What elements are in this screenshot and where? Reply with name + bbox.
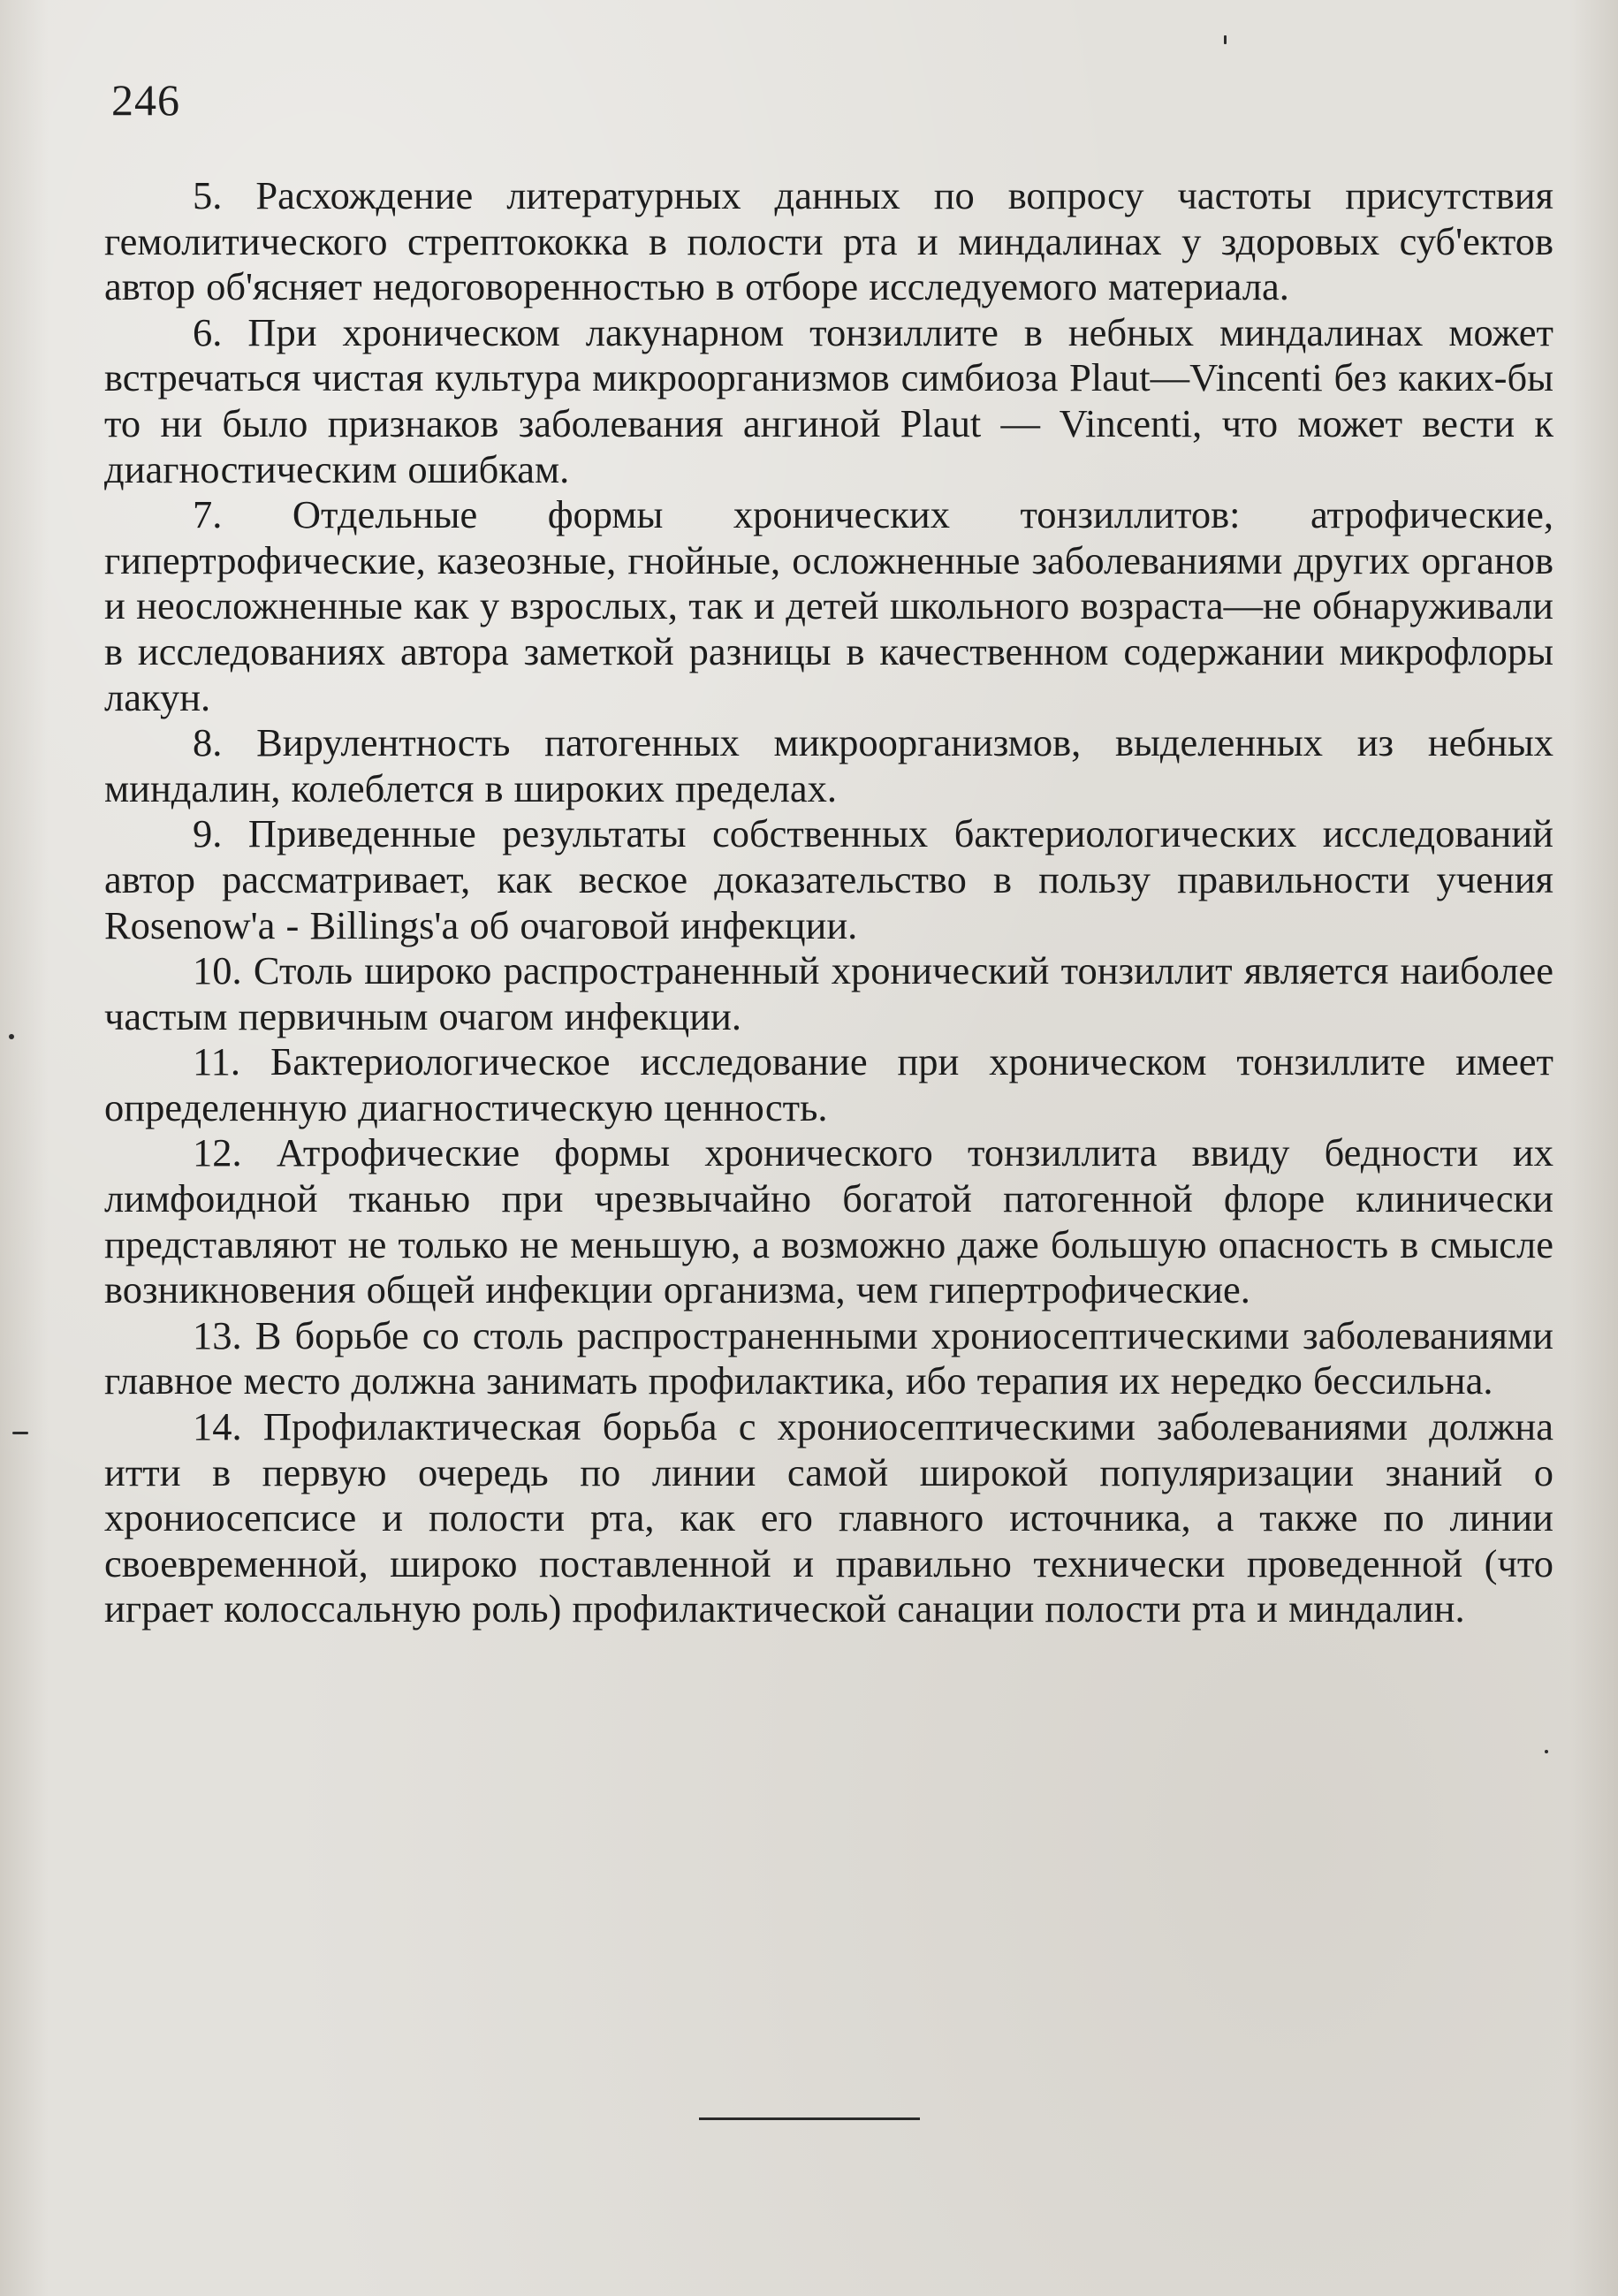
ink-speck (9, 1034, 14, 1039)
conclusion-item-7: 7. Отдельные формы хронических тонзиллитов: атрофические, гипертрофические, казеозные, гнойные, осложненные заболеваниями других органов и неосложненные как у взрослых, так и детей школьного возраста—не обнаруживали в исследованиях автора заметкой разницы в качественном содержании микрофлоры лакун. (104, 492, 1553, 719)
end-rule (699, 2117, 920, 2120)
conclusion-item-5: 5. Расхождение литературных данных по вопросу частоты присутствия гемолитического стрептококка в полости рта и миндалинах у здоровых суб'ектов автор об'ясняет недоговоренностью в отборе исследуемого материала. (104, 173, 1553, 309)
ink-speck (1545, 1750, 1548, 1753)
ink-speck (12, 1432, 28, 1434)
conclusion-item-11: 11. Бактериологическое исследование при хроническом тонзиллите имеет определенную диагностическую ценность. (104, 1039, 1553, 1129)
conclusion-item-9: 9. Приведенные результаты собственных бактериологических исследований автор рассматривает, как веское доказательство в пользу правильности учения Rosenow'a - Billings'a об очаговой инфекции. (104, 811, 1553, 947)
conclusion-item-6: 6. При хроническом лакунарном тонзиллите в небных миндалинах может встречаться чистая культура микроорганизмов симбиоза Plaut—Vincenti без каких-бы то ни было признаков заболевания ангиной Plaut — Vincenti, что может вести к диагностическим ошибкам. (104, 309, 1553, 491)
page-number: 246 (111, 75, 180, 125)
conclusion-item-10: 10. Столь широко распространенный хронический тонзиллит является наиболее частым первичным очагом инфекции. (104, 948, 1553, 1038)
conclusion-item-12: 12. Атрофические формы хронического тонзиллита ввиду бедности их лимфоидной тканью при чрезвычайно богатой патогенной флоре клинически представляют не только не меньшую, а возможно даже большую опасность в смысле возникновения общей инфекции организма, чем гипертрофические. (104, 1130, 1553, 1312)
ink-speck (1224, 35, 1227, 44)
conclusions-list (104, 173, 1553, 1632)
conclusion-item-14: 14. Профилактическая борьба с хрониосептическими заболеваниями должна итти в первую очередь по линии самой широкой популяризации знаний о хрониосепсисе и полости рта, как его главного источника, а также по линии своевременной, широко поставленной и правильно технически проведенной (что играет колоссальную роль) профилактической санации полости рта и миндалин. (104, 1404, 1553, 1631)
conclusion-item-8: 8. Вирулентность патогенных микроорганизмов, выделенных из небных миндалин, колеблется в широких пределах. (104, 720, 1553, 810)
conclusion-item-13: 13. В борьбе со столь распространенными хрониосептическими заболеваниями главное место должна занимать профилактика, ибо терапия их нередко бессильна. (104, 1312, 1553, 1403)
